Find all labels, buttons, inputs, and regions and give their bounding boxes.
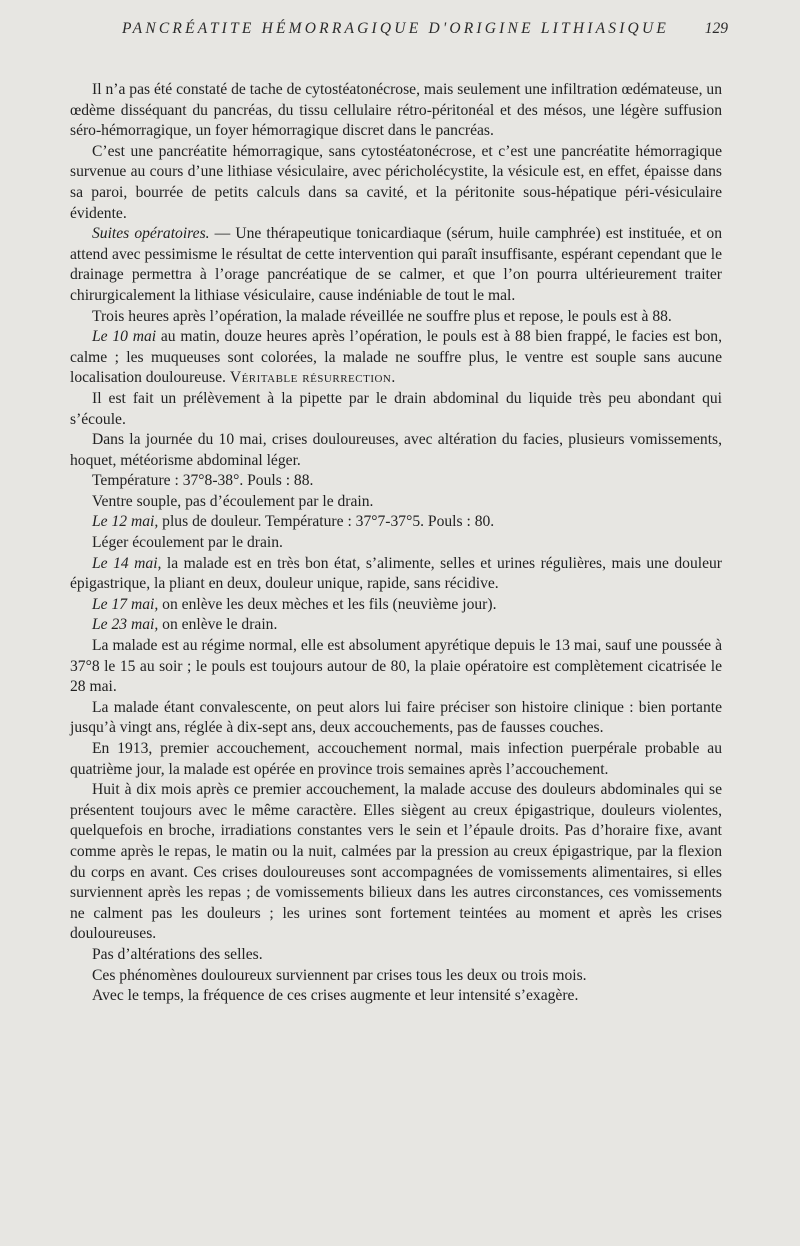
text-run: — Une thérapeutique tonicardiaque (sérum, huile camphrée) est instituée, et on attend avec pessimisme le résultat de cette intervention qui paraît insuffisante, espérant cependant que le drainage permettra à l’orage pancréatique de se calmer, et que l’on pourra ultérieurement traiter chirurgicalement la lithiase vésiculaire, cause indéniable de tout le mal. [70, 225, 722, 304]
paragraph [70, 533, 722, 554]
text-run: La malade étant convalescente, on peut alors lui faire préciser son histoire clinique : bien portante jusqu’à vingt ans, réglée à dix-sept ans, deux accouchements, pas de fausses couches. [70, 698, 722, 737]
text-run: Il est fait un prélèvement à la pipette par le drain abdominal du liquide très peu abondant qui s’écoule. [70, 389, 722, 428]
text-run: on enlève les deux mèches et les fils (neuvième jour). [158, 595, 497, 613]
text-run: Le 17 mai, [92, 595, 159, 613]
text-run: on enlève le drain. [158, 616, 278, 634]
text-run: Huit à dix mois après ce premier accouchement, la malade accuse des douleurs abdominales qui se présentent toujours avec le même caractère. Elles siègent au creux épigastrique, douleurs violentes, quelquefois en broche, irradiations constantes vers le sein et l’épaule droits. Pas d’horaire fixe, avant comme après le repas, le matin ou la nuit, calmées par la pression au creux épigastrique, par la flexion du corps en avant. Ces crises douloureuses sont accompagnées de vomissements alimentaires, si elles surviennent après les repas ; de vomissements bilieux dans les autres circonstances, ces vomissements ne calment pas les douleurs ; les urines sont fortement teintées au moment et après les crises douloureuses. [70, 781, 722, 943]
paragraph [70, 327, 722, 389]
paragraph [70, 512, 722, 533]
paragraph [70, 492, 722, 513]
text-run: Le 12 mai, [92, 513, 159, 531]
paragraph [70, 739, 722, 780]
text-run: plus de douleur. Température : 37°7-37°5. Pouls : 80. [158, 513, 495, 531]
text-run: Le 10 mai [92, 328, 157, 346]
paragraph [70, 554, 722, 595]
paragraph [70, 307, 722, 328]
paragraph [70, 80, 722, 142]
text-run: Avec le temps, la fréquence de ces crises augmente et leur intensité s’exagère. [92, 987, 579, 1005]
text-run: Dans la journée du 10 mai, crises douloureuses, avec altération du facies, plusieurs vomissements, hoquet, météorisme abdominal léger. [70, 431, 722, 469]
paragraph [70, 966, 722, 987]
text-run: Température : 37°8-38°. Pouls : 88. [92, 472, 314, 490]
text-run: C’est une pancréatite hémorragique, sans cytostéatonécrose, et c’est une pancréatite hémorragique survenue au cours d’une lithiase vésiculaire, avec péricholécystite, la vésicule est, en effet, épaisse dans sa paroi, bourrée de petits calculs dans sa cavité, et la péritonite sous-hépatique péri-vésiculaire évidente. [70, 142, 722, 222]
running-title: PANCRÉATITE HÉMORRAGIQUE D'ORIGINE LITHIASIQUE [122, 20, 670, 37]
body-text [70, 80, 722, 1007]
text-run: Pas d’altérations des selles. [92, 945, 263, 963]
page-number: 129 [704, 20, 728, 37]
text-run: Il n’a pas été constaté de tache de cytostéatonécrose, mais seulement une infiltration œdémateuse, un œdème disséquant du pancréas, du tissu cellulaire rétro-péritonéal et des mésos, une légère suffusion séro-hémorragique, un foyer hémorragique discret dans le pancréas. [70, 81, 722, 140]
text-run: Trois heures après l’opération, la malade réveillée ne souffre plus et repose, le pouls est à 88. [92, 307, 672, 325]
paragraph [70, 471, 722, 492]
paragraph [70, 430, 722, 471]
paragraph [70, 986, 722, 1007]
text-run: au matin, douze heures après l’opération, le pouls est à 88 bien frappé, le facies est bon, calme ; les muqueuses sont colorées, la malade ne souffre plus, le ventre est souple sans aucune localisation douloureuse. [70, 328, 723, 387]
paragraph [70, 142, 722, 224]
paragraph [70, 224, 722, 306]
paragraph [70, 389, 722, 430]
text-run: Le 23 mai, [92, 616, 159, 634]
text-run: Léger écoulement par le drain. [92, 534, 283, 552]
paragraph [70, 636, 722, 698]
running-header [70, 20, 728, 46]
paragraph [70, 615, 722, 636]
paragraph [70, 698, 722, 739]
paragraph [70, 595, 722, 616]
text-run: Ces phénomènes douloureux surviennent par crises tous les deux ou trois mois. [92, 966, 587, 984]
text-run: Véritable résurrection. [229, 369, 396, 387]
text-run: la malade est en très bon état, s’alimente, selles et urines régulières, mais une douleur épigastrique, la pliant en deux, douleur unique, rapide, sans récidive. [70, 554, 723, 593]
text-run: La malade est au régime normal, elle est absolument apyrétique depuis le 13 mai, sauf une poussée à 37°8 le 15 au soir ; le pouls est toujours autour de 80, la plaie opératoire est complètement cicatrisée le 28 mai. [70, 637, 722, 696]
paragraph [70, 945, 722, 966]
paragraph [70, 780, 722, 945]
text-run: Ventre souple, pas d’écoulement par le drain. [92, 492, 374, 510]
text-run: En 1913, premier accouchement, accouchement normal, mais infection puerpérale probable au quatrième jour, la malade est opérée en province trois semaines après l’accouchement. [70, 740, 722, 778]
text-run: Suites opératoires. [92, 225, 210, 243]
text-run: Le 14 mai, [92, 554, 162, 572]
